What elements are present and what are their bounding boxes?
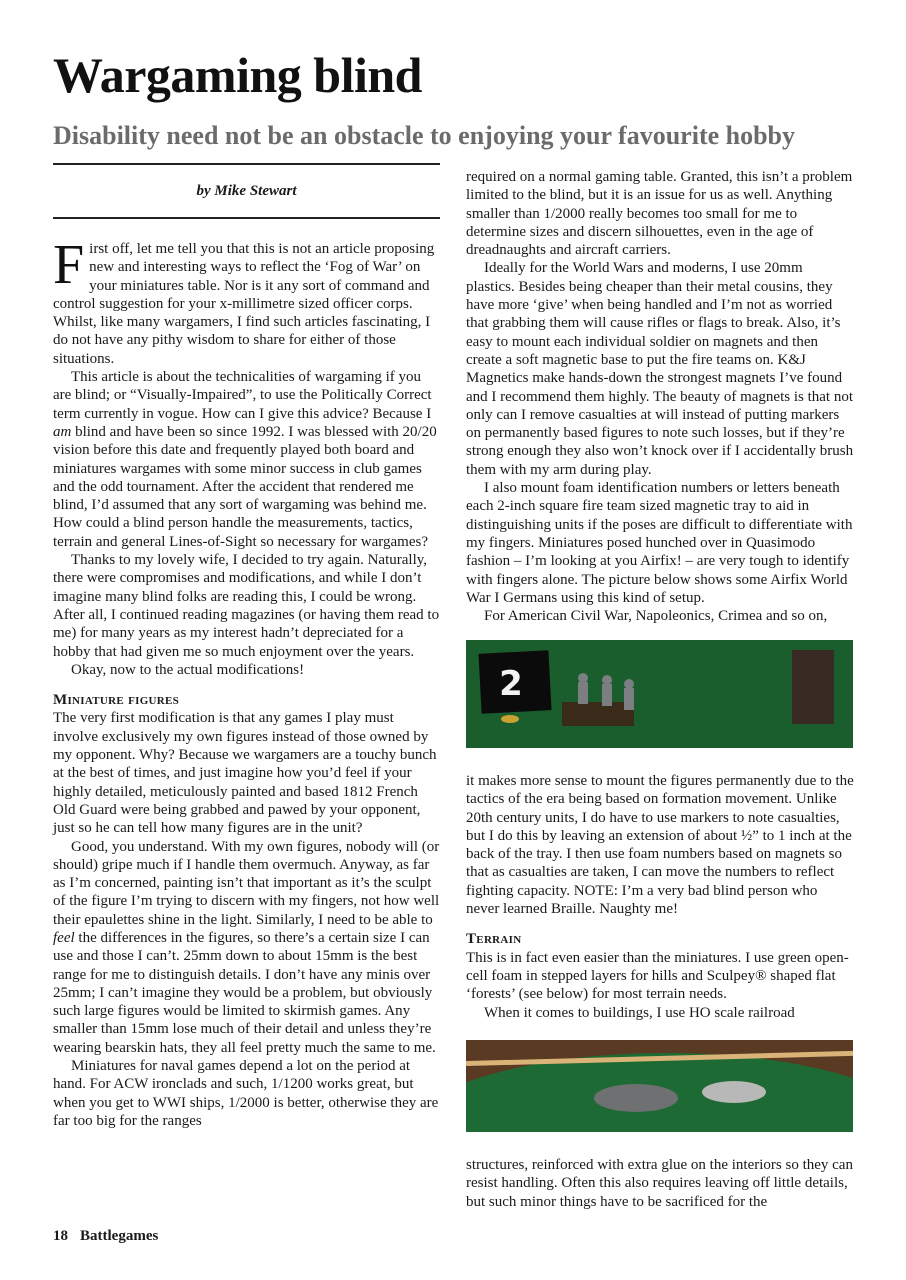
foam-number-label: 2 [499, 664, 523, 704]
intro-paragraph [53, 234, 441, 368]
paragraph: I also mount foam identification numbers or letters beneath each 2-inch square fire team sized magnetic tray to aid in distinguishing units if the poses are difficult to differentiate with my fingers. Miniatures posed hunched over in Quasimodo fashion – I’m looking at you Airfix! – are very tough to identify with fingers alone. The picture below shows some Airfix World War I Germans using this kind of setup. [466, 480, 853, 606]
article-title: Wargaming blind [53, 47, 422, 103]
paragraph: structures, reinforced with extra glue on the interiors so they can resist handling. Often this also requires leaving off little details, but such minor things have to be sacrificed for the [466, 1157, 853, 1210]
emphasis: am [53, 423, 72, 440]
paragraph: This is in fact even easier than the miniatures. I use green open-cell foam in stepped layers for hills and Sculpey® shaped flat ‘forests’ (see below) for most terrain needs. [466, 949, 849, 1003]
column-left [53, 234, 441, 1130]
paragraph: When it comes to buildings, I use HO scale railroad [484, 1004, 795, 1021]
photo-airfix-figures [466, 640, 853, 748]
byline: by Mike Stewart [196, 183, 297, 199]
paragraph: Ideally for the World Wars and moderns, I use 20mm plastics. Besides being cheaper than their metal cousins, they have more ‘give’ when being handled and I’m not as worried that grabbing them will cause rifles or flags to break. Also, it’s easy to mount each individual soldier on magnets and then create a soft magnetic base to put the fire teams on. K&J Magnetics make hands-down the strongest magnets I’ve found and I recommend them highly. The beauty of magnets is that not only can I remove casualties at will instead of putting markers on permanently based figures to note such losses, but if they’re strong enough they also won’t knock over if I accidentally brush them with my arm during play. [466, 260, 854, 478]
emphasis: feel [53, 929, 75, 946]
column-right-top [466, 168, 854, 625]
magazine-name: Battlegames [80, 1228, 159, 1244]
column-right-middle [466, 772, 854, 1022]
page-number: 18 [53, 1228, 68, 1244]
paragraph: required on a normal gaming table. Granted, this isn’t a problem limited to the blind, but it is an issue for us as well. Anything smaller than 1/2000 really becomes too small for me to determine sizes and discern silhouettes, even in the age of dreadnaughts and aircraft carriers. [466, 169, 853, 259]
byline-top-rule [53, 163, 440, 165]
paragraph: This article is about the technicalities of wargaming if you are blind; or “Visually-Impaired”, to use the Politically Correct term currently in vogue. How can I give this advice? Because I am blind and have been so since 1992. I was blessed with 20/20 vision before this date and frequently played both board and miniatures wargames with some minor success in club games and the odd tournament. After the accident that rendered me blind, I’d assumed that any sort of wargaming was behind me. How could a blind person handle the measurements, tactics, terrain and general Lines-of-Sight so necessary for wargames? [53, 369, 437, 550]
paragraph: Miniatures for naval games depend a lot on the period at hand. For ACW ironclads and such, 1/1200 works great, but when you get to WWI ships, 1/2000 is better, otherwise they are far too big for the ranges [53, 1058, 439, 1129]
photo-terrain [466, 1040, 853, 1132]
section-heading-miniatures: Miniature figures [53, 692, 180, 709]
paragraph: For American Civil War, Napoleonics, Crimea and so on, [484, 608, 828, 625]
byline-bottom-rule [53, 217, 440, 219]
section-heading-terrain: Terrain [466, 931, 522, 948]
drop-cap: F [53, 234, 85, 296]
paragraph: The very first modification is that any games I play must involve exclusively my own figures instead of those owned by my opponent. Why? Because we wargamers are a touchy bunch at the best of times, and just imagine how you’d feel if your highly detailed, meticulously painted and based 1812 French Old Guard were being grabbed and pawed by your opponent, just so he can tell how many figures are in the unit? [53, 710, 437, 837]
paragraph: Thanks to my lovely wife, I decided to try again. Naturally, there were compromises and modifications, and while I don’t imagine many blind folks are reading this, I could be wrong. After all, I continued reading magazines (or having them read to me) for many years as my interest hadn’t depreciated for a hobby that had given me so much enjoyment over the years. [53, 552, 440, 660]
intro-text: irst off, let me tell you that this is not an article proposing new and interesting ways to reflect the ‘Fog of War’ on your miniatures table. Nor is it any sort of command and control suggestion for your x-millimetre sized officer corps. Whilst, like many wargamers, I find such articles fascinating, I do not have any pithy wisdom to share for either of those situations. [53, 241, 435, 367]
page-folio [53, 1228, 158, 1245]
column-right-bottom [466, 1156, 854, 1211]
photo-terrain-image [466, 1040, 853, 1132]
photo-airfix-figures-image [466, 640, 853, 748]
paragraph: Good, you understand. With my own figures, nobody will (or should) gripe much if I handle them overmuch. Anyway, as far as I’m concerned, painting isn’t that important as it’s the sculpt of the figure I’m trying to discern with my fingers, not how well their epaulettes shine in the light. Similarly, I need to be able to feel the differences in the figures, so there’s a certain size I can use and those I can’t. 25mm down to about 15mm is the best range for me to distinguish details. I don’t have any minis over 25mm; I can’t imagine they would be a problem, but obviously such large figures would be limited to skirmish games. Any smaller than 15mm lose much of their detail and unless they’re wearing bearskin hats, they all feel pretty much the same to me. [53, 838, 440, 1056]
paragraph: Okay, now to the actual modifications! [71, 661, 305, 678]
paragraph: it makes more sense to mount the figures permanently due to the tactics of the era being based on formation movement. Unlike 20th century units, I do have to use markers to note casualties, but I do this by leaving an extension of about ½” to 1 inch at the back of the tray. I then use foam numbers based on magnets so that as casualties are taken, I can move the numbers to reflect fighting capacity. NOTE: I’m a very bad blind person who never learned Braille. Naughty me! [466, 773, 854, 918]
article-subtitle: Disability need not be an obstacle to enjoying your favourite hobby [53, 121, 796, 150]
